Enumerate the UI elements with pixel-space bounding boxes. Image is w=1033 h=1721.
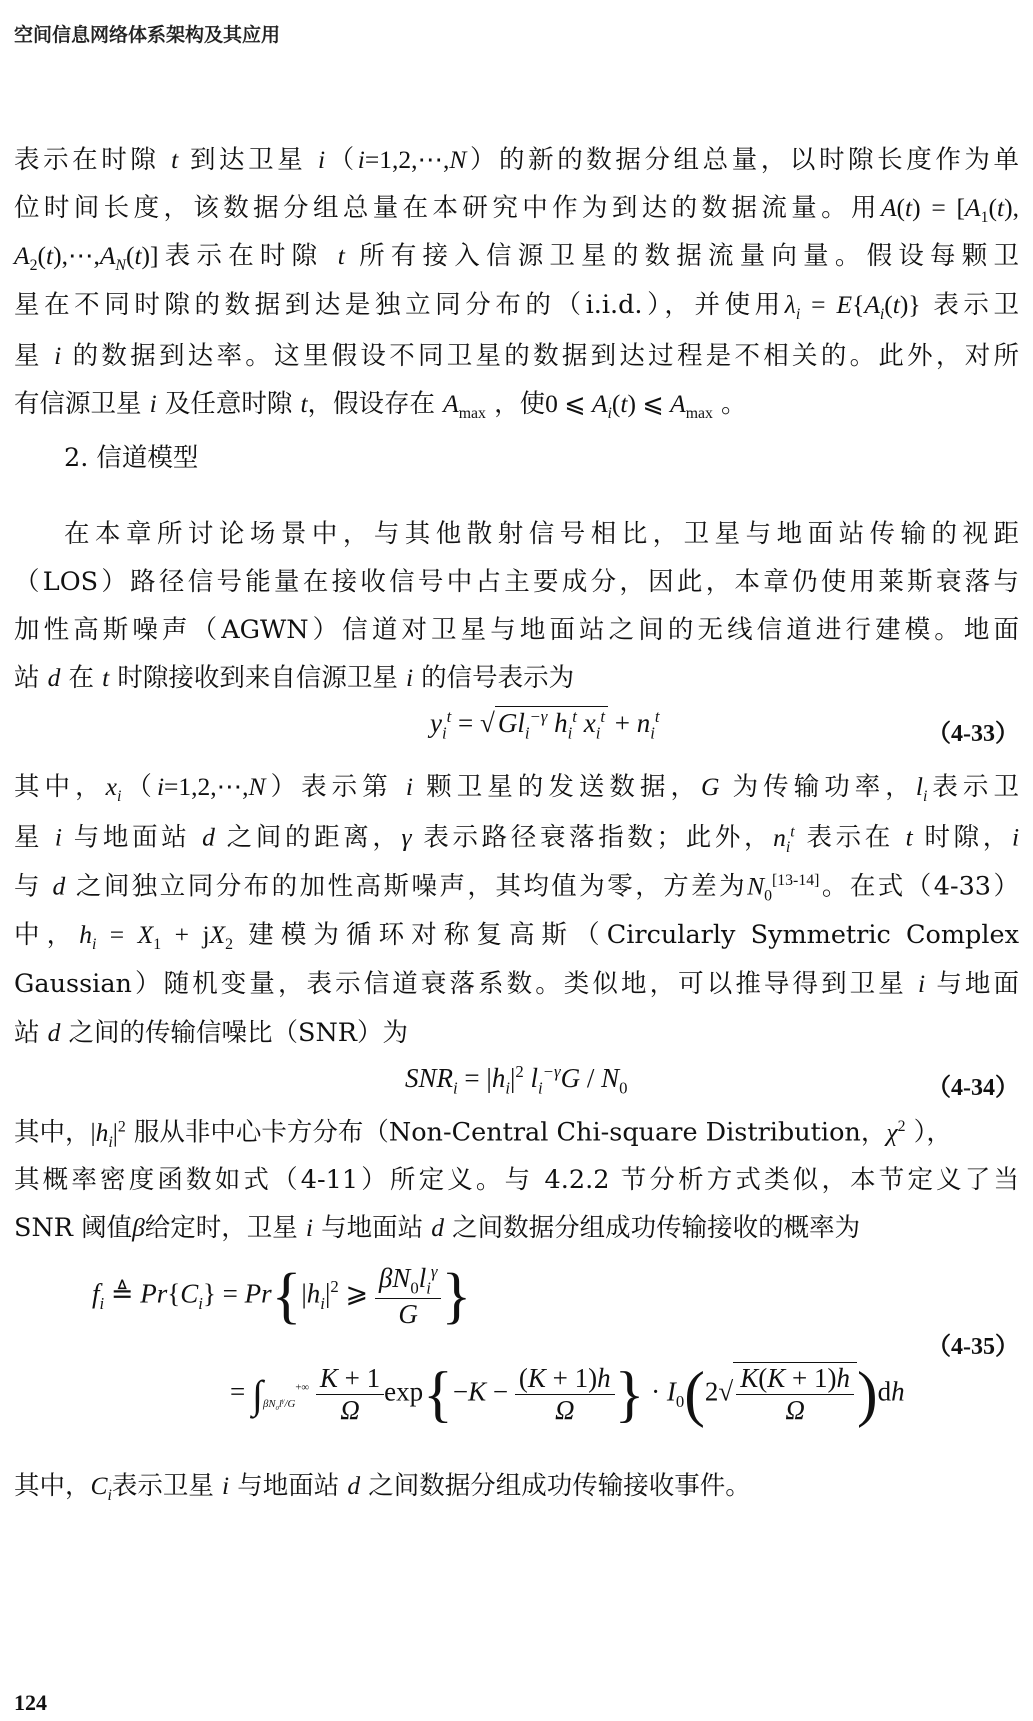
p2-line-3: 加性高斯噪声（AGWN）信道对卫星与地面站之间的无线信道进行建模。地面 — [14, 615, 1019, 645]
page-number: 124 — [14, 1690, 47, 1715]
section-title: 2. 信道模型 — [64, 443, 199, 473]
equation-4-35-line-2: = $\int_{\beta N_0l^\gamma/G}^{+\infty}$ $\frac{K + 1}{\Omega}$ exp{−K − $\frac{(K + 1)h}{\Omega}$ } · $I_0(2√$ $\frac{K(K + 1)h}{\Omega}$ )dh — [230, 1360, 905, 1429]
p1-line-1: 表示在时隙 t 到达卫星 i（i=1,2,⋯,N）的新的数据分组总量，以时隙长度作为单 — [14, 145, 1019, 175]
equation-number-4-34: （4-34） — [927, 1075, 1019, 1101]
p1-line-2: 位时间长度，该数据分组总量在本研究中作为到达的数据流量。用$A(t) = [A_1(t)$, — [14, 193, 1019, 227]
p3-line-6: 站 d 之间的传输信噪比（SNR）为 — [14, 1018, 408, 1048]
equation-4-33: $y_i^t$ = √ $Gl_i^{-\gamma}$ $h_i^t$ $x_i^t + n_i^t$ — [430, 707, 660, 743]
p4-line-3: SNR 阈值β给定时，卫星 i 与地面站 d 之间数据分组成功传输接收的概率为 — [14, 1213, 861, 1243]
p3-line-5: Gaussian）随机变量，表示信道衰落系数。类似地，可以推导得到卫星 i 与地面 — [14, 969, 1020, 999]
equation-4-34: $SNR_i = |h_i|^2$ $l_i^{-\gamma}G / N_0$ — [405, 1062, 628, 1098]
equation-number-4-33: （4-33） — [927, 721, 1019, 747]
p1-line-5: 星 i 的数据到达率。这里假设不同卫星的数据到达过程是不相关的。此外，对所 — [14, 341, 1019, 371]
p4-line-2: 其概率密度函数如式（4-11）所定义。与 4.2.2 节分析方式类似，本节定义了当 — [14, 1165, 1019, 1195]
p3-line-1: 其中，$x_i(i=1,2,\cdots,N)$表示第 i 颗卫星的发送数据，G 为传输功率，$l_i$表示卫 — [14, 772, 1019, 806]
p1-line-4: 星在不同时隙的数据到达是独立同分布的（i.i.d.），并使用$\lambda_i = E\{A_i(t)\}$ 表示卫 — [14, 290, 1019, 324]
p1-line-3: $A_2(t),\cdots,A_N(t)$]表示在时隙 t 所有接入信源卫星的数据流量向量。假设每颗卫 — [14, 241, 1019, 275]
p3-line-4: 中，$h_i = X_1 + jX_2$ 建模为循环对称复高斯（Circularly Symmetric Complex — [14, 920, 1019, 954]
p1-line-6: 有信源卫星 i 及任意时隙 t，假设存在 $A_{max}$ ，使0 ⩽ $A_i(t)$ ⩽ $A_{max}$ 。 — [14, 389, 747, 423]
p3-line-3: 与 d 之间独立同分布的加性高斯噪声，其均值为零，方差为$N_0[13-14]$。在式（4-33） — [14, 871, 1019, 905]
equation-number-4-35: （4-35） — [927, 1334, 1019, 1360]
p2-line-1: 在本章所讨论场景中，与其他散射信号相比，卫星与地面站传输的视距 — [64, 519, 1019, 549]
running-header: 空间信息网络体系架构及其应用 — [14, 24, 281, 46]
p2-line-4: 站 d 在 t 时隙接收到来自信源卫星 i 的信号表示为 — [14, 663, 575, 693]
equation-4-35-line-1: $f_i$ ≜ $Pr\{C_i\} = Pr\{|h_i|^2$ ⩾ $\frac{\beta N_0l_i^\gamma}{G}$ } — [92, 1262, 472, 1331]
p4-line-1: 其中，$|h_i|^2$ 服从非中心卡方分布（Non-Central Chi-square Distribution，$\chi^2$ ）， — [14, 1117, 952, 1151]
p3-line-2: 星 i 与地面站 d 之间的距离，γ 表示路径衰落指数；此外，$n_i^t$ 表示在 t 时隙，i — [14, 822, 1020, 856]
p5-line-1: 其中，$C_i$表示卫星 i 与地面站 d 之间数据分组成功传输接收事件。 — [14, 1471, 751, 1505]
p2-line-2: （LOS）路径信号能量在接收信号中占主要成分，因此，本章仍使用莱斯衰落与 — [14, 567, 1019, 597]
